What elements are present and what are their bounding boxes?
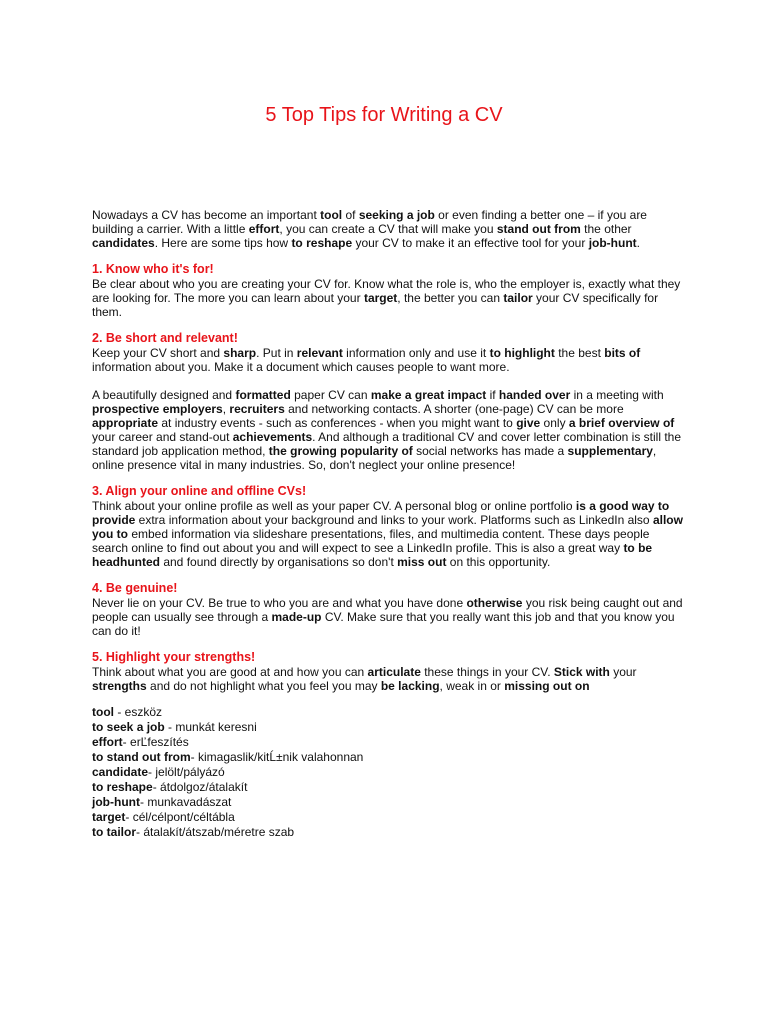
section-paragraph xyxy=(92,346,684,374)
vocabulary-separator: - xyxy=(190,750,198,764)
section-know-who xyxy=(92,262,684,319)
key-phrase: relevant xyxy=(296,346,343,360)
vocabulary-item xyxy=(92,765,684,780)
text-run: on this opportunity. xyxy=(446,555,551,569)
vocabulary-term: effort xyxy=(92,735,123,749)
key-phrase: sharp xyxy=(223,346,257,360)
text-run: the other xyxy=(580,222,632,236)
vocabulary-translation: munkát keresni xyxy=(175,720,257,734)
section-strengths xyxy=(92,650,684,693)
key-phrase: prospective employers xyxy=(92,402,223,416)
text-run: your career and stand-out xyxy=(92,430,233,444)
key-phrase: missing out on xyxy=(504,679,590,693)
vocabulary-separator: - xyxy=(136,825,144,839)
text-run: information only and use it xyxy=(342,346,490,360)
key-phrase: articulate xyxy=(367,665,421,679)
text-run: . xyxy=(636,236,641,250)
text-run: . Put in xyxy=(256,346,297,360)
vocabulary-separator: - xyxy=(164,720,176,734)
section-paragraph xyxy=(92,277,684,319)
section-align-cvs xyxy=(92,484,684,569)
text-run: , the better you can xyxy=(397,291,504,305)
key-phrase: formatted xyxy=(235,388,291,402)
vocabulary-translation: eszköz xyxy=(124,705,163,719)
text-run: and do not highlight what you feel you may xyxy=(146,679,381,693)
section-heading: 5. Highlight your strengths! xyxy=(92,650,256,664)
vocabulary-translation: átalakít/átszab/méretre szab xyxy=(143,825,295,839)
section-short-relevant xyxy=(92,331,684,472)
section-heading: 4. Be genuine! xyxy=(92,581,178,595)
key-phrase: seeking a job xyxy=(358,208,435,222)
vocabulary-separator: - xyxy=(122,735,131,749)
page-title: 5 Top Tips for Writing a CV xyxy=(265,104,503,126)
section-be-genuine xyxy=(92,581,684,638)
vocabulary-separator: - xyxy=(148,765,156,779)
key-phrase: tailor xyxy=(503,291,533,305)
vocabulary-term: to stand out from xyxy=(92,750,191,764)
text-run: . And although a traditional CV and cover letter combination is still the standard job application method, xyxy=(92,430,682,458)
vocabulary-term: to seek a job xyxy=(92,720,165,734)
key-phrase: Stick with xyxy=(553,665,610,679)
text-run: Keep your CV short and xyxy=(92,346,224,360)
key-phrase: strengths xyxy=(92,679,147,693)
vocabulary-translation: cél/célpont/céltábla xyxy=(132,810,235,824)
key-phrase: tool xyxy=(320,208,343,222)
vocabulary-term: job-hunt xyxy=(92,795,140,809)
vocabulary-separator: - xyxy=(152,780,161,794)
text-run: your xyxy=(609,665,637,679)
text-run: Be clear about who you are creating your CV for. Know what the role is, who the employer is, exactly what they are looking for. The more you can learn about your xyxy=(92,277,681,305)
key-phrase: to highlight xyxy=(489,346,555,360)
key-phrase: job-hunt xyxy=(588,236,637,250)
key-phrase: to reshape xyxy=(291,236,353,250)
key-phrase: miss out xyxy=(397,555,447,569)
text-run: information about you. Make it a document which causes people to want more. xyxy=(92,360,510,374)
key-phrase: handed over xyxy=(498,388,571,402)
text-run: in a meeting with xyxy=(570,388,664,402)
key-phrase: achievements xyxy=(232,430,313,444)
key-phrase: otherwise xyxy=(466,596,523,610)
text-run: you risk being caught out and people can usually see through a xyxy=(92,596,683,624)
key-phrase: a brief overview of xyxy=(568,416,675,430)
key-phrase: give xyxy=(516,416,541,430)
key-phrase: supplementary xyxy=(567,444,653,458)
text-run: extra information about your background and links to your work. Platforms such as LinkedIn also xyxy=(135,513,653,527)
section-paragraph xyxy=(92,388,684,472)
key-phrase: appropriate xyxy=(92,416,159,430)
key-phrase: bits of xyxy=(604,346,641,360)
section-heading: 3. Align your online and offline CVs! xyxy=(92,484,307,498)
text-run: embed information via slideshare presentations, files, and multimedia content. These days people search online to find out about you and will expect to see a LinkedIn profile. This is also a great way xyxy=(92,527,650,555)
text-run: A beautifully designed and xyxy=(92,388,236,402)
vocabulary-item xyxy=(92,705,684,720)
text-run: Think about your online profile as well as your paper CV. A personal blog or online portfolio xyxy=(92,499,576,513)
document-body xyxy=(92,208,684,840)
vocabulary-translation: kimagaslik/kitĹ±nik valahonnan xyxy=(198,750,364,764)
text-run: and found directly by organisations so don't xyxy=(160,555,398,569)
text-run: Think about what you are good at and how you can xyxy=(92,665,368,679)
text-run: CV. Make sure that you really want this job and that you know you can do it! xyxy=(92,610,675,638)
vocabulary-item xyxy=(92,825,684,840)
key-phrase: allow you to xyxy=(92,513,683,541)
vocabulary-translation: átdolgoz/átalakít xyxy=(160,780,248,794)
vocabulary-item xyxy=(92,810,684,825)
text-run: these things in your CV. xyxy=(420,665,554,679)
vocabulary-translation: erĽfeszítés xyxy=(130,735,189,749)
text-run: , weak in or xyxy=(439,679,505,693)
text-run: Nowadays a CV has become an important xyxy=(92,208,321,222)
text-run: , you can create a CV that will make you xyxy=(279,222,497,236)
vocabulary-term: target xyxy=(92,810,126,824)
vocabulary-translation: munkavadászat xyxy=(147,795,232,809)
section-paragraph xyxy=(92,665,684,693)
text-run: or even finding a better one – if you are building a carrier. With a little xyxy=(92,208,647,236)
vocabulary-separator: - xyxy=(125,810,133,824)
text-run: at industry events - such as conferences - when you might want to xyxy=(158,416,517,430)
key-phrase: is a good way to provide xyxy=(92,499,670,527)
vocabulary-item xyxy=(92,780,684,795)
key-phrase: be lacking xyxy=(380,679,440,693)
vocabulary-separator: - xyxy=(139,795,148,809)
vocabulary-item xyxy=(92,750,684,765)
vocabulary-term: to reshape xyxy=(92,780,153,794)
key-phrase: to be headhunted xyxy=(92,541,653,569)
text-run: of xyxy=(342,208,359,222)
intro-paragraph xyxy=(92,208,684,250)
text-run: , xyxy=(222,402,230,416)
vocabulary-item xyxy=(92,795,684,810)
vocabulary-separator: - xyxy=(114,705,125,719)
vocabulary-list xyxy=(92,705,684,840)
vocabulary-term: to tailor xyxy=(92,825,136,839)
key-phrase: candidates xyxy=(92,236,155,250)
text-run: , online presence vital in many industries. So, don't neglect your online presence! xyxy=(92,444,657,472)
text-run: if xyxy=(486,388,499,402)
key-phrase: make a great impact xyxy=(370,388,487,402)
text-run: only xyxy=(540,416,569,430)
vocabulary-term: candidate xyxy=(92,765,149,779)
vocabulary-term: tool xyxy=(92,705,114,719)
text-run: your CV specifically for them. xyxy=(92,291,659,319)
vocabulary-item xyxy=(92,720,684,735)
key-phrase: stand out from xyxy=(496,222,581,236)
vocabulary-item xyxy=(92,735,684,750)
section-paragraph xyxy=(92,499,684,569)
text-run: . Here are some tips how xyxy=(154,236,292,250)
text-run: the best xyxy=(554,346,605,360)
key-phrase: recruiters xyxy=(229,402,285,416)
key-phrase: the growing popularity of xyxy=(268,444,413,458)
key-phrase: made-up xyxy=(271,610,322,624)
key-phrase: target xyxy=(363,291,398,305)
text-run: social networks has made a xyxy=(412,444,568,458)
text-run: Never lie on your CV. Be true to who you are and what you have done xyxy=(92,596,467,610)
section-paragraph xyxy=(92,596,684,638)
vocabulary-translation: jelölt/pályázó xyxy=(155,765,225,779)
text-run: and networking contacts. A shorter (one-page) CV can be more xyxy=(284,402,624,416)
text-run: paper CV can xyxy=(290,388,371,402)
text-run: your CV to make it an effective tool for your xyxy=(352,236,589,250)
section-heading: 2. Be short and relevant! xyxy=(92,331,238,345)
section-heading: 1. Know who it's for! xyxy=(92,262,214,276)
key-phrase: effort xyxy=(248,222,280,236)
